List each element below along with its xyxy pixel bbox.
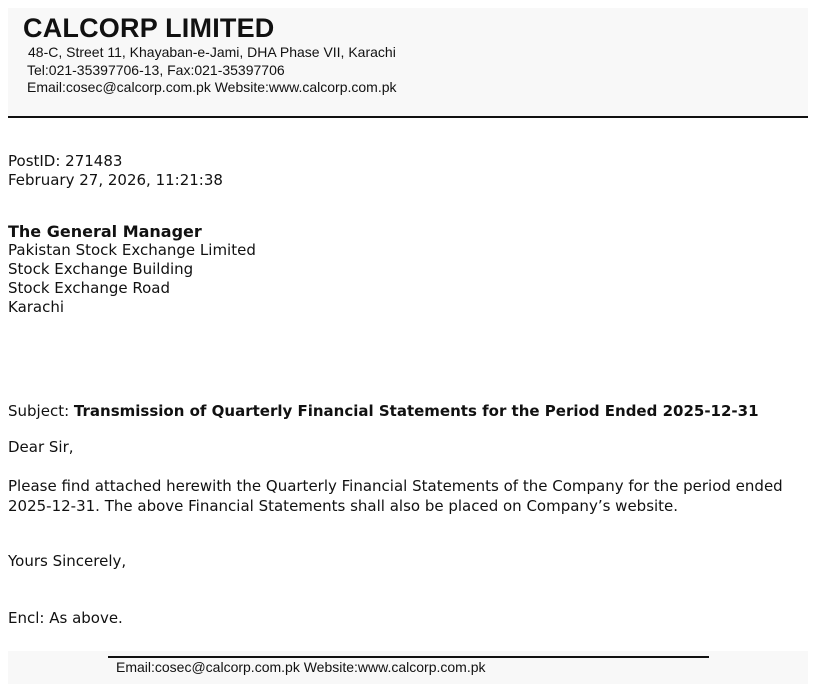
addressee-title: The General Manager <box>8 222 202 241</box>
post-id: PostID: 271483 <box>8 152 123 170</box>
addressee-organization: Pakistan Stock Exchange Limited <box>8 241 256 259</box>
company-name: CALCORP LIMITED <box>23 13 275 43</box>
addressee-city: Karachi <box>8 298 65 316</box>
addressee-building: Stock Exchange Building <box>8 260 194 278</box>
addressee-road: Stock Exchange Road <box>8 279 170 297</box>
post-date: February 27, 2026, 11:21:38 <box>8 171 223 189</box>
subject-line <box>8 402 759 421</box>
company-email-website: Email:cosec@calcorp.com.pk Website:www.calcorp.com.pk <box>27 79 397 95</box>
letter-paragraph: Please find attached herewith the Quarterly Financial Statements of the Company for the period ended 2025-12-31. The above Financial Statements shall also be placed on Company’s website. <box>8 477 783 515</box>
subject-text: Transmission of Quarterly Financial Statements for the Period Ended 2025-12-31 <box>73 402 759 420</box>
subject-label: Subject: <box>8 402 74 420</box>
footer <box>8 651 808 684</box>
letterhead <box>8 8 808 118</box>
company-address: 48-C, Street 11, Khayaban-e-Jami, DHA Phase VII, Karachi <box>28 44 396 60</box>
closing: Yours Sincerely, <box>8 552 127 570</box>
footer-email-website: Email:cosec@calcorp.com.pk Website:www.calcorp.com.pk <box>116 659 486 675</box>
enclosure-note: Encl: As above. <box>8 609 123 627</box>
salutation: Dear Sir, <box>8 438 74 456</box>
company-phone-fax: Tel:021-35397706-13, Fax:021-35397706 <box>27 62 285 78</box>
addressee-block <box>8 222 256 317</box>
footer-divider <box>108 656 709 658</box>
